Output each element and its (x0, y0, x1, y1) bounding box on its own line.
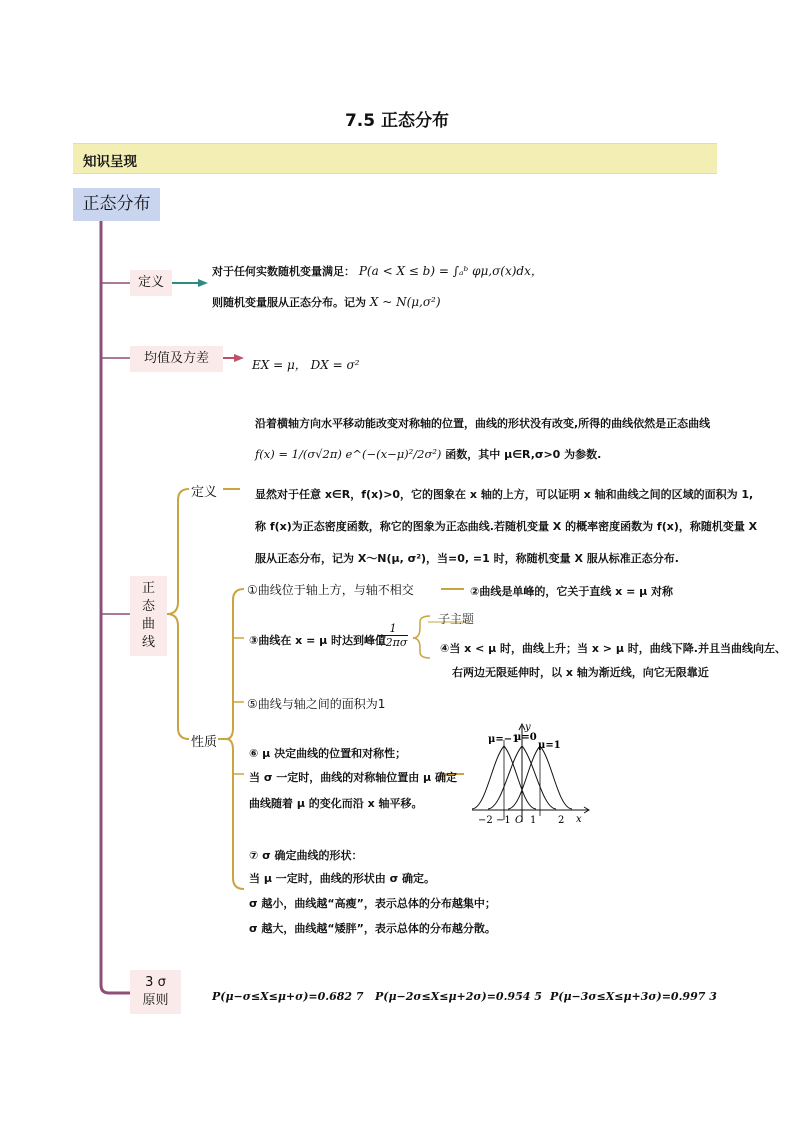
property-4-line2: 右两边无限延伸时，以 x 轴为渐近线，向它无限靠近 (452, 666, 709, 679)
curve-def-line3: 称 f(x)为正态密度函数，称它的图象为正态曲线.若随机变量 X 的概率密度函数为 f(x)，称随机变量 X (255, 520, 758, 533)
three-sigma-prob-3: P(μ−3σ≤X≤μ+3σ)=0.997 3 (550, 990, 717, 1003)
property-7-line2: 当 μ 一定时，曲线的形状由 σ 确定。 (249, 872, 435, 885)
curve-def-line1: f(x) = 1/(σ√2π) e^(−(x−μ)²/2σ²) 函数，其中 μ∈R,σ>0 为参数. (255, 447, 602, 461)
density-formula: f(x) = 1/(σ√2π) e^(−(x−μ)²/2σ²) (255, 447, 442, 461)
tick-neg1: −1 (496, 815, 511, 826)
curve-def-line4: 服从正态分布，记为 X～N(μ, σ²)，当=0, =1 时，称随机变量 X 服从标准正态分布. (255, 552, 679, 565)
property-2: ②曲线是单峰的，它关于直线 x = μ 对称 (470, 585, 674, 598)
property-3-fraction: 1 √2πσ (378, 622, 408, 649)
node-curve-definition[interactable]: 定义 (191, 485, 218, 500)
page-title: 7.5 正态分布 (344, 111, 450, 131)
normal-curves-graph (470, 720, 590, 828)
x-axis-label: x (576, 814, 582, 825)
tick-1: 1 (530, 815, 537, 826)
three-sigma-label-b: 原则 (142, 993, 169, 1008)
node-curve-properties[interactable]: 性质 (191, 735, 218, 750)
property-6-line3: 曲线随着 μ 的变化而沿 x 轴平移。 (249, 797, 423, 810)
node-definition[interactable]: 定义 (130, 270, 172, 296)
mean-variance-formula: EX = μ， DX = σ² (252, 358, 360, 372)
mu-label-0: μ=0 (514, 732, 537, 743)
property-1: ①曲线位于轴上方，与轴不相交 (247, 583, 414, 597)
banner-label: 知识呈现 (83, 154, 137, 170)
property-7-line1: ⑦ σ 确定曲线的形状： (249, 849, 363, 862)
property-7-line4: σ 越大，曲线越“矮胖”，表示总体的分布越分散。 (249, 922, 496, 935)
definition-notation-formula: X ~ N(μ,σ²) (369, 295, 441, 309)
tick-origin: O (515, 815, 524, 826)
definition-line2: 则随机变量服从正态分布。记为 X ~ N(μ,σ²) (212, 295, 441, 309)
definition-integral-formula: P(a < X ≤ b) = ∫ₐᵇ φμ,σ(x)dx， (358, 264, 543, 278)
property-7-line3: σ 越小，曲线越“高瘦”，表示总体的分布越集中； (249, 897, 496, 910)
property-6-line2: 当 σ 一定时，曲线的对称轴位置由 μ 确定 (249, 771, 457, 784)
property-5: ⑤曲线与轴之间的面积为1 (247, 697, 386, 711)
mu-label-neg1: μ=−1 (488, 734, 520, 745)
curve-def-line0: 沿着横轴方向水平移动能改变对称轴的位置，曲线的形状没有改变,所得的曲线依然是正态曲线 (255, 417, 711, 430)
tick-2: 2 (558, 815, 565, 826)
three-sigma-prob-2: P(μ−2σ≤X≤μ+2σ)=0.954 5 (375, 990, 542, 1003)
mindmap-root[interactable]: 正态分布 (73, 188, 160, 221)
property-4-line1: ④当 x < μ 时，曲线上升；当 x > μ 时，曲线下降.并且当曲线向左、 (440, 642, 786, 655)
three-sigma-label-a: 3 σ (145, 975, 166, 990)
node-mean-variance[interactable]: 均值及方差 (130, 346, 223, 372)
property-3: ③曲线在 x = μ 时达到峰值 (249, 634, 387, 647)
tick-neg2: −2 (478, 815, 493, 826)
definition-line1: 对于任何实数随机变量满足： P(a < X ≤ b) = ∫ₐᵇ φμ,σ(x)dx， (212, 264, 543, 278)
sub-topic-label: 子主题 (438, 612, 475, 626)
node-normal-curve[interactable] (130, 576, 167, 656)
node-three-sigma[interactable] (130, 970, 181, 1014)
mu-label-1: μ=1 (538, 740, 561, 751)
three-sigma-prob-1: P(μ−σ≤X≤μ+σ)=0.682 7 (212, 990, 364, 1003)
curve-def-line2: 显然对于任意 x∈R，f(x)>0，它的图象在 x 轴的上方，可以证明 x 轴和曲线之间的区域的面积为 1, (255, 488, 754, 501)
y-axis-label: y (525, 722, 531, 733)
section-banner (73, 143, 717, 174)
property-6-line1: ⑥ μ 决定曲线的位置和对称性； (249, 747, 407, 760)
node-normal-curve-label: 正态曲线 (141, 581, 155, 650)
